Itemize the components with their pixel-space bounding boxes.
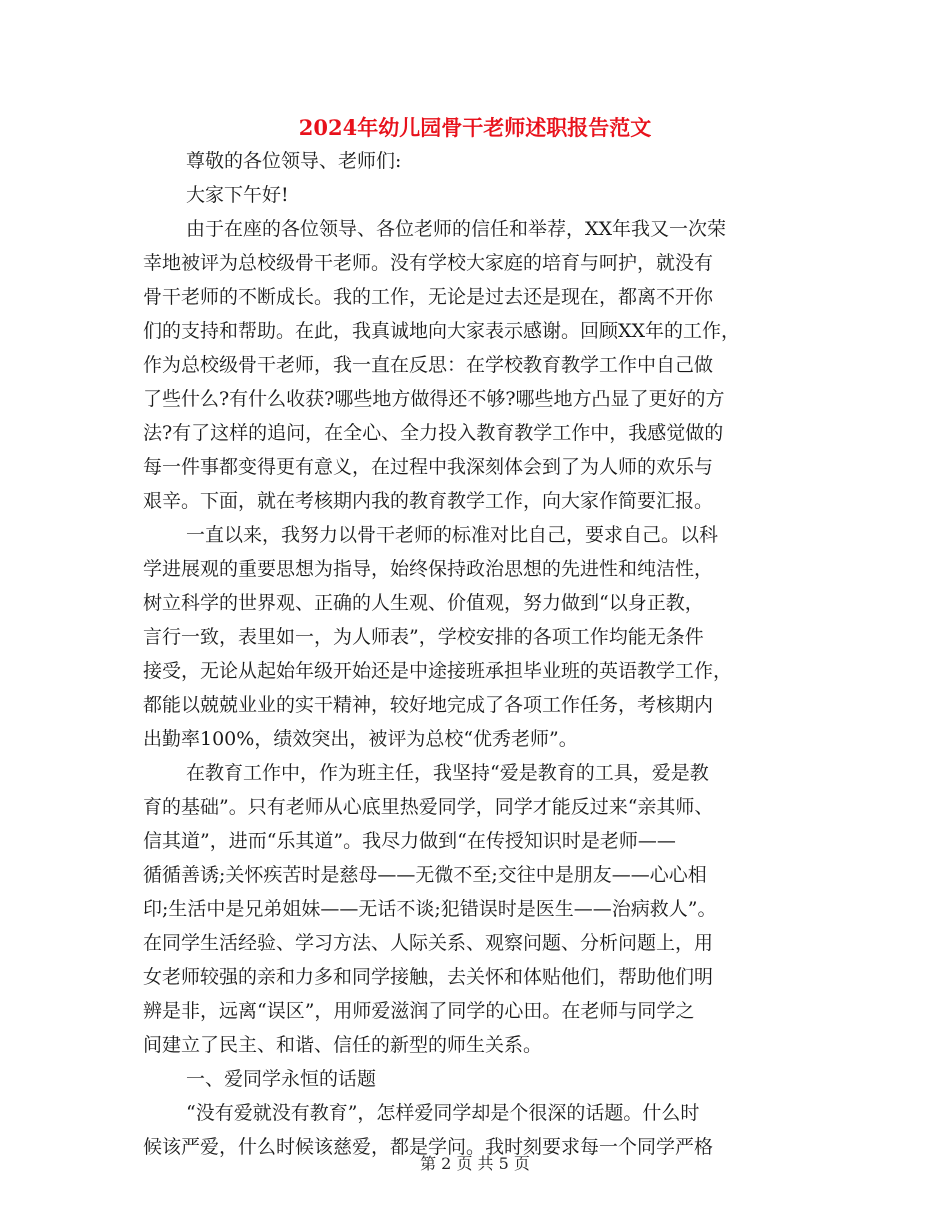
- text-line: 法?有了这样的追问，在全心、全力投入教育教学工作中，我感觉做的: [143, 422, 724, 444]
- text-line: 作为总校级骨干老师，我一直在反思：在学校教育教学工作中自己做: [143, 354, 714, 376]
- text-line: 们的支持和帮助。在此，我真诚地向大家表示感谢。回顾XX年的工作，: [143, 320, 741, 342]
- text-line: “没有爱就没有教育”，怎样爱同学却是个很深的话题。什么时: [186, 1102, 700, 1124]
- text-line: 循循善诱;关怀疾苦时是慈母——无微不至;交往中是朋友——心心相: [143, 864, 707, 886]
- text-line: 育的基础”。只有老师从心底里热爱同学，同学才能反过来“亲其师、: [143, 796, 714, 818]
- text-line: 接受，无论从起始年级开始还是中途接班承担毕业班的英语教学工作，: [143, 660, 733, 682]
- text-line: 印;生活中是兄弟姐妹——无话不谈;犯错误时是医生——治病救人”。: [143, 898, 717, 920]
- text-line: 尊敬的各位领导、老师们:: [186, 150, 402, 172]
- text-line: 每一件事都变得更有意义，在过程中我深刻体会到了为人师的欢乐与: [143, 456, 714, 478]
- text-line: 在同学生活经验、学习方法、人际关系、观察问题、分析问题上，用: [143, 932, 714, 954]
- document-body: [143, 144, 818, 1164]
- text-line: 大家下午好!: [186, 184, 289, 206]
- text-line: 一直以来，我努力以骨干老师的标准对比自己，要求自己。以科: [186, 524, 719, 546]
- text-line: 一、爱同学永恒的话题: [186, 1068, 377, 1090]
- text-line: 候该严爱，什么时候该慈爱，都是学问。我时刻要求每一个同学严格: [143, 1136, 714, 1158]
- text-line: 了些什么?有什么收获?哪些地方做得还不够?哪些地方凸显了更好的方: [143, 388, 725, 410]
- text-line: 女老师较强的亲和力多和同学接触，去关怀和体贴他们，帮助他们明: [143, 966, 714, 988]
- text-line: 出勤率100%，绩效突出，被评为总校“优秀老师”。: [143, 728, 578, 750]
- document-title: 2024年幼儿园骨干老师述职报告范文: [298, 115, 652, 140]
- page-footer: 第 2 页 共 5 页: [420, 1154, 530, 1173]
- text-line: 艰辛。下面，就在考核期内我的教育教学工作，向大家作简要汇报。: [143, 490, 714, 512]
- text-line: 信其道”，进而“乐其道”。我尽力做到“在传授知识时是老师——: [143, 830, 676, 852]
- text-line: 辨是非，远离“误区”，用师爱滋润了同学的心田。在老师与同学之: [143, 1000, 695, 1022]
- text-line: 学进展观的重要思想为指导，始终保持政治思想的先进性和纯洁性，: [143, 558, 714, 580]
- text-line: 间建立了民主、和谐、信任的新型的师生关系。: [143, 1034, 543, 1056]
- text-line: 在教育工作中，作为班主任，我坚持“爱是教育的工具，爱是教: [186, 762, 709, 784]
- text-line: 言行一致，表里如一，为人师表”，学校安排的各项工作均能无条件: [143, 626, 704, 648]
- text-line: 树立科学的世界观、正确的人生观、价值观，努力做到“以身正教，: [143, 592, 704, 614]
- text-line: 骨干老师的不断成长。我的工作，无论是过去还是现在，都离不开你: [143, 286, 714, 308]
- text-line: 都能以兢兢业业的实干精神，较好地完成了各项工作任务，考核期内: [143, 694, 714, 716]
- text-line: 幸地被评为总校级骨干老师。没有学校大家庭的培育与呵护，就没有: [143, 252, 714, 274]
- text-line: 由于在座的各位领导、各位老师的信任和举荐，XX年我又一次荣: [186, 218, 727, 240]
